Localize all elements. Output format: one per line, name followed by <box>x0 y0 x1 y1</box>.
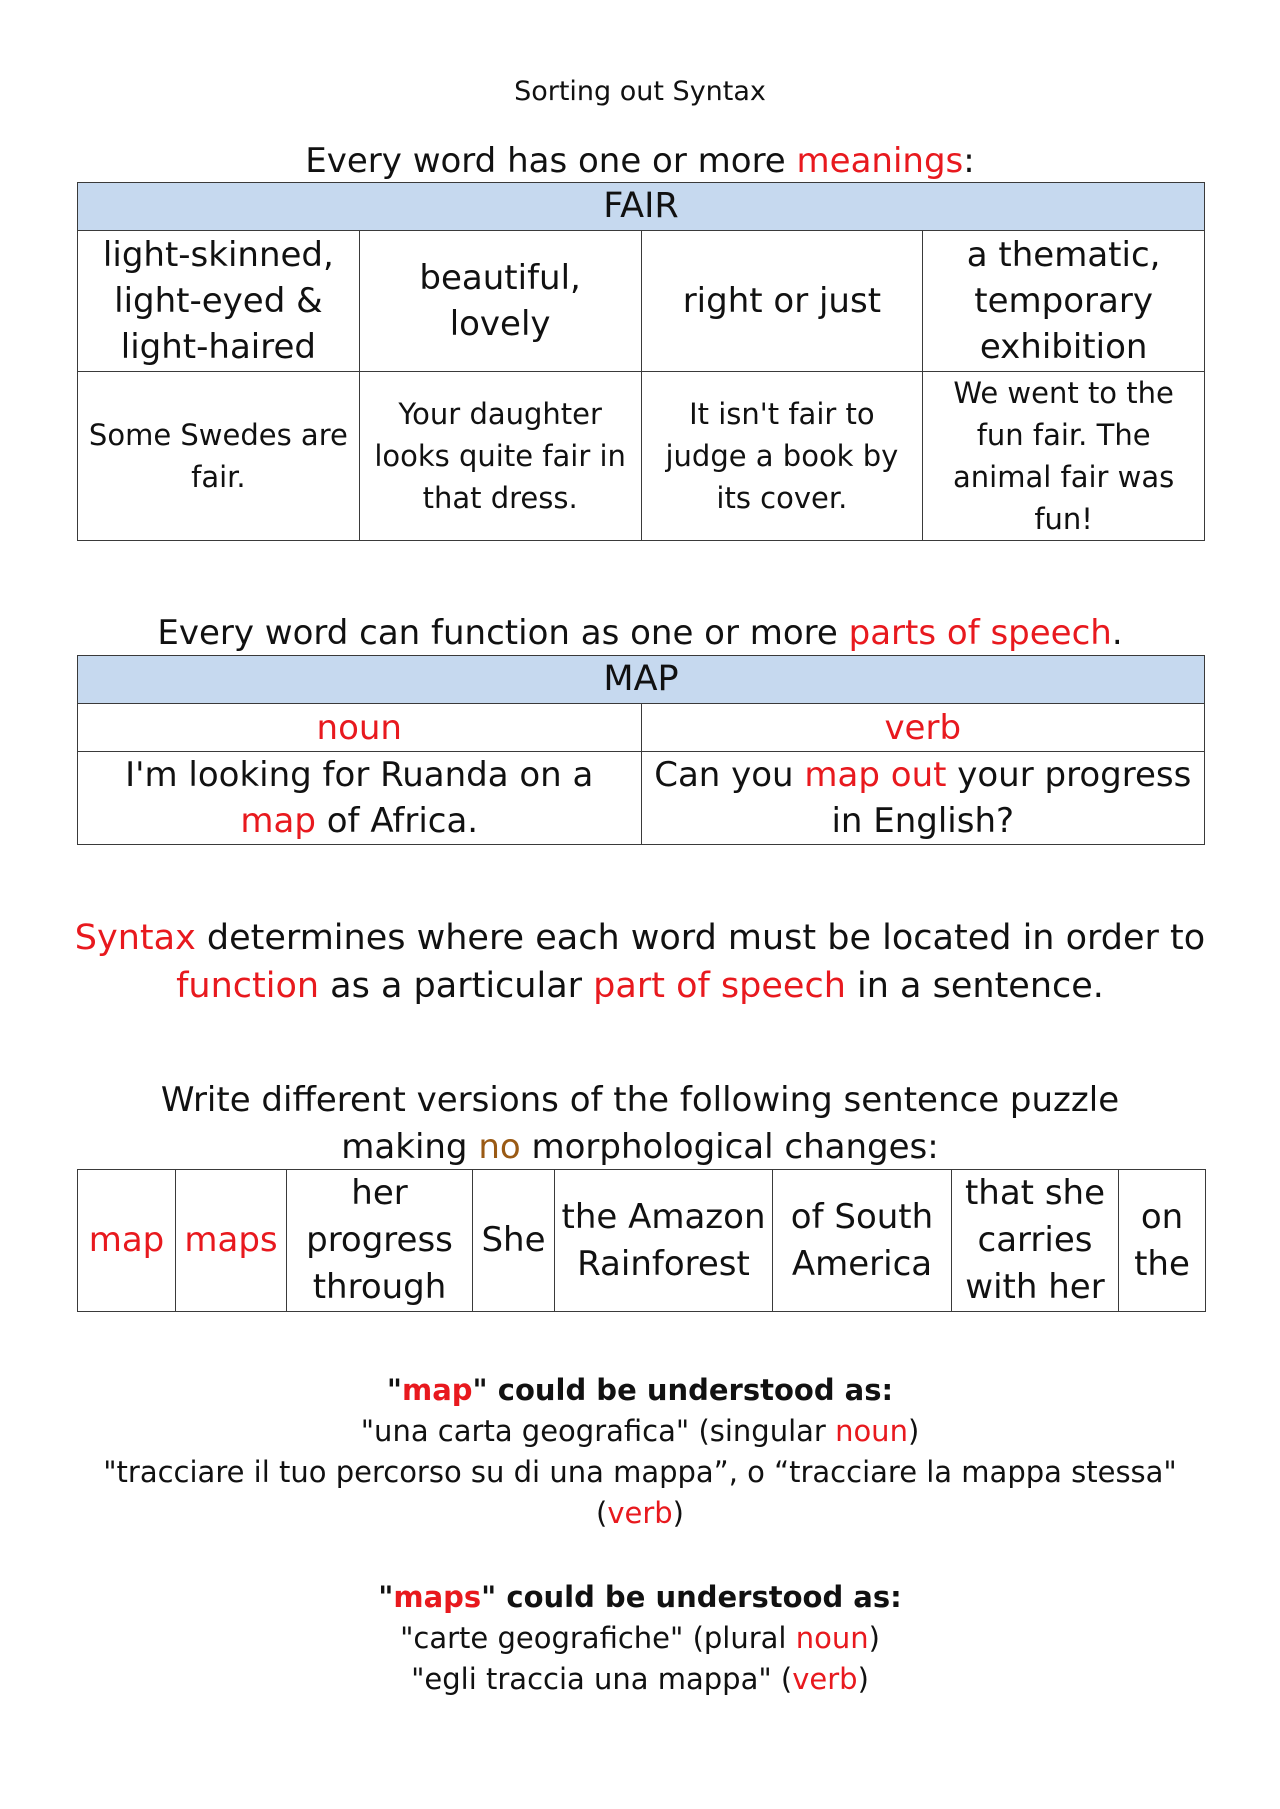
fair-example-cell: We went to the fun fair. The animal fair was fun! <box>923 372 1205 541</box>
map-note-line-1-pos: noun <box>835 1414 908 1448</box>
syntax-text-1: determines where each word must be located in order to <box>195 918 1206 958</box>
maps-note-line-1-pos: noun <box>795 1621 869 1655</box>
map-note-line-1-pre: "una carta geografica" (singular <box>360 1414 836 1448</box>
maps-note-line-1 <box>0 1618 1280 1659</box>
puzzle-instruction <box>0 1077 1280 1171</box>
map-note-line-2: "tracciare il tuo percorso su di una mappa”, o “tracciare la mappa stessa" <box>103 1455 1177 1489</box>
puzzle-word-cell: the Amazon Rainforest <box>555 1170 773 1312</box>
puzzle-word-map: map <box>78 1170 176 1312</box>
no-keyword: no <box>478 1127 521 1167</box>
meanings-heading <box>0 138 1280 185</box>
noun-example-post: of Africa. <box>315 801 479 841</box>
syntax-text-3: in a sentence. <box>845 966 1104 1006</box>
puzzle-word-cell: on the <box>1119 1170 1206 1312</box>
fair-example-cell: It isn't fair to judge a book by its cover. <box>641 372 923 541</box>
pos-heading-pre: Every word can function as one or more <box>157 613 849 653</box>
map-interpretation-note <box>0 1370 1280 1534</box>
syntax-definition <box>0 914 1280 1010</box>
map-note-quote: " <box>386 1373 402 1407</box>
meanings-heading-post: : <box>963 141 975 181</box>
map-note-line-3 <box>0 1493 1280 1534</box>
puzzle-word-cell: her progress through <box>287 1170 473 1312</box>
maps-note-quote: " <box>378 1580 394 1614</box>
puzzle-word-cell: She <box>473 1170 555 1312</box>
puzzle-heading-post: morphological changes: <box>520 1127 939 1167</box>
map-note-heading-text: " could be understood as: <box>472 1373 894 1407</box>
verb-example-pre: Can you <box>654 755 805 795</box>
map-note-line-3-pos: verb <box>607 1496 673 1530</box>
verb-example <box>641 752 1205 845</box>
fair-table <box>77 182 1205 541</box>
verb-example-post: your progress in English? <box>831 755 1192 841</box>
pos-keyword: parts of speech <box>848 613 1112 653</box>
verb-example-keyword: map out <box>804 755 947 795</box>
maps-note-line-1-pre: "carte geografiche" (plural <box>400 1621 796 1655</box>
noun-label: noun <box>78 704 642 752</box>
noun-example-keyword: map <box>240 801 316 841</box>
map-note-heading <box>0 1370 1280 1411</box>
maps-note-line-2-post: ) <box>857 1662 869 1696</box>
puzzle-word-cell: of South America <box>773 1170 952 1312</box>
map-note-line-3-post: ) <box>672 1496 684 1530</box>
noun-example-pre: I'm looking for Ruanda on a <box>125 755 594 795</box>
maps-interpretation-note <box>0 1577 1280 1700</box>
map-note-line-1-post: ) <box>907 1414 920 1448</box>
fair-word-header: FAIR <box>78 183 1205 231</box>
fair-example-cell: Your daughter looks quite fair in that dress. <box>359 372 641 541</box>
puzzle-word-cell: that she carries with her <box>952 1170 1119 1312</box>
fair-meaning-cell: beautiful, lovely <box>359 231 641 372</box>
pos-heading-post: . <box>1111 613 1123 653</box>
maps-note-word: maps <box>393 1580 482 1614</box>
parts-of-speech-heading <box>0 610 1280 657</box>
map-word-header: MAP <box>78 656 1205 704</box>
function-keyword: function <box>176 966 320 1006</box>
fair-example-cell: Some Swedes are fair. <box>78 372 360 541</box>
maps-note-heading-text: " could be understood as: <box>481 1580 902 1614</box>
maps-note-line-2-pos: verb <box>792 1662 858 1696</box>
meanings-heading-pre: Every word has one or more <box>305 141 797 181</box>
fair-meaning-cell: a thematic, temporary exhibition <box>923 231 1205 372</box>
fair-meaning-cell: light-skinned, light-eyed & light-haired <box>78 231 360 372</box>
syntax-keyword: Syntax <box>74 918 196 958</box>
noun-example <box>78 752 642 845</box>
maps-note-line-2-pre: "egli traccia una mappa" ( <box>411 1662 793 1696</box>
maps-note-heading <box>0 1577 1280 1618</box>
maps-note-line-1-post: ) <box>868 1621 880 1655</box>
puzzle-word-maps: maps <box>176 1170 287 1312</box>
puzzle-heading-pre: Write different versions of the following sentence puzzle making <box>160 1080 1120 1167</box>
sentence-puzzle-table <box>77 1169 1206 1312</box>
page-title: Sorting out Syntax <box>514 76 766 107</box>
syntax-text-2: as a particular <box>319 966 594 1006</box>
meanings-keyword: meanings <box>796 141 964 181</box>
maps-note-line-2 <box>0 1659 1280 1700</box>
part-of-speech-keyword: part of speech <box>593 966 846 1006</box>
map-note-line-3-pre: ( <box>596 1496 608 1530</box>
verb-label: verb <box>641 704 1205 752</box>
map-note-line-1 <box>0 1411 1280 1452</box>
fair-meaning-cell: right or just <box>641 231 923 372</box>
map-table <box>77 655 1205 845</box>
map-note-word: map <box>402 1373 473 1407</box>
